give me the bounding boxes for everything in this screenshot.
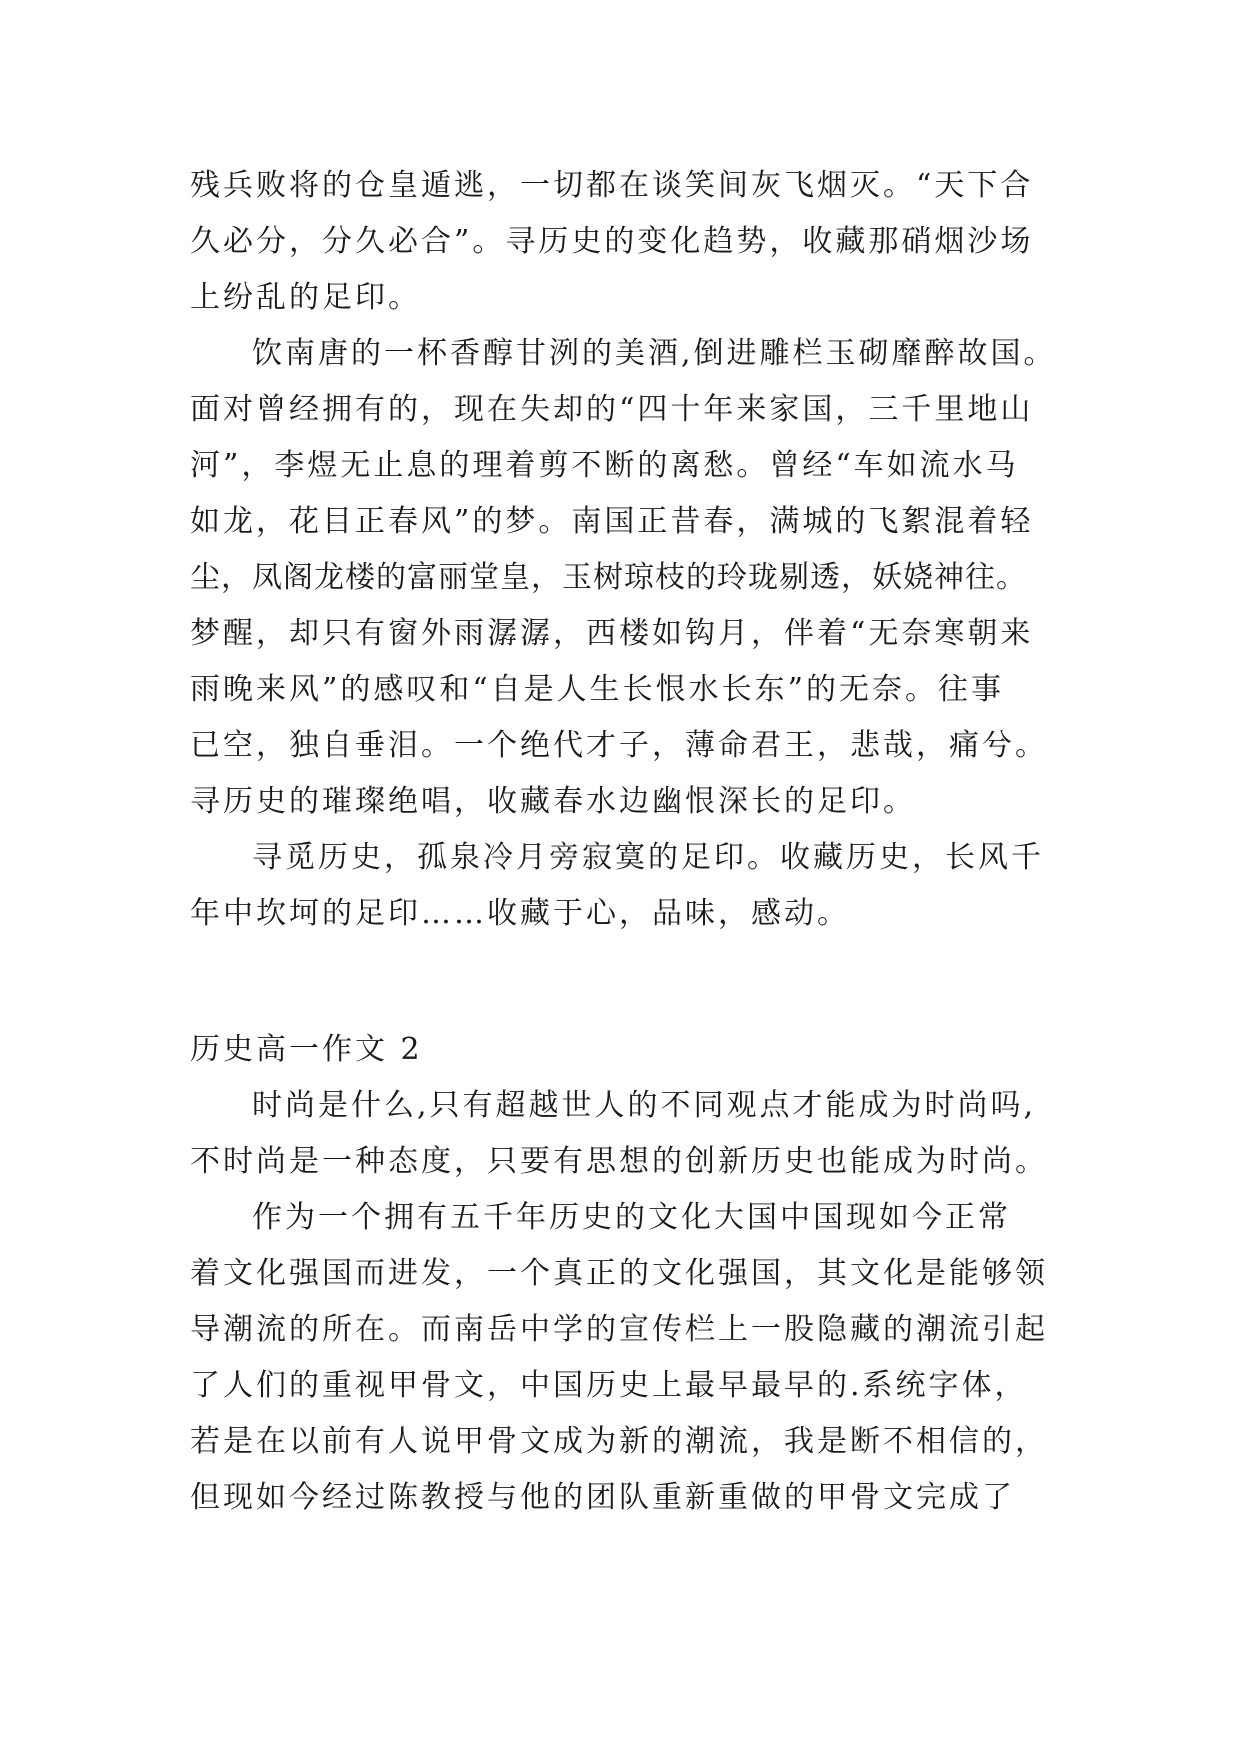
paragraph-line: 面对曾经拥有的，现在失却的“四十年来家国，三千里地山	[190, 392, 1034, 427]
section-heading: 历史高一作文 2	[190, 1032, 423, 1067]
paragraph-line: 雨晚来风”的感叹和“自是人生长恨水长东”的无奈。往事	[190, 672, 1005, 707]
paragraph-line: 饮南唐的一杯香醇甘洌的美酒,倒进雕栏玉砌靡醉故国。	[252, 336, 1057, 371]
paragraph-line: 尘，凤阁龙楼的富丽堂皇，玉树琼枝的玲珑剔透，妖娆神往。	[190, 560, 1027, 595]
paragraph-line: 但现如今经过陈教授与他的团队重新重做的甲骨文完成了	[190, 1480, 1015, 1515]
paragraph-line: 如龙，花目正春风”的梦。南国正昔春，满城的飞絮混着轻	[190, 504, 1034, 539]
paragraph-line: 久必分，分久必合”。寻历史的变化趋势，收藏那硝烟沙场	[190, 224, 1034, 259]
paragraph-line: 残兵败将的仓皇遁逃，一切都在谈笑间灰飞烟灭。“天下合	[190, 168, 1034, 203]
paragraph-line: 寻觅历史，孤泉冷月旁寂寞的足印。收藏历史，长风千	[252, 840, 1044, 875]
paragraph-line: 若是在以前有人说甲骨文成为新的潮流，我是断不相信的，	[190, 1424, 1048, 1459]
paragraph-line: 不时尚是一种态度，只要有思想的创新历史也能成为时尚。	[190, 1144, 1048, 1179]
paragraph-line: 河”，李煜无止息的理着剪不断的离愁。曾经“车如流水马	[190, 448, 1019, 483]
paragraph-line: 年中坎坷的足印……收藏于心，品味，感动。	[190, 896, 850, 931]
paragraph-line: 时尚是什么,只有超越世人的不同观点才能成为时尚吗,	[252, 1088, 1037, 1123]
paragraph-line: 了人们的重视甲骨文，中国历史上最早最早的.系统字体，	[190, 1368, 1028, 1403]
paragraph-line: 着文化强国而进发，一个真正的文化强国，其文化是能够领	[190, 1256, 1048, 1291]
paragraph-line: 作为一个拥有五千年历史的文化大国中国现如今正常	[252, 1200, 1011, 1235]
paragraph-line: 导潮流的所在。而南岳中学的宣传栏上一股隐藏的潮流引起	[190, 1312, 1048, 1347]
paragraph-line: 上纷乱的足印。	[190, 280, 421, 315]
paragraph-line: 已空，独自垂泪。一个绝代才子，薄命君王，悲哉，痛兮。	[190, 728, 1048, 763]
paragraph-line: 寻历史的璀璨绝唱，收藏春水边幽恨深长的足印。	[190, 784, 916, 819]
paragraph-line: 梦醒，却只有窗外雨潺潺，西楼如钩月，伴着“无奈寒朝来	[190, 616, 1034, 651]
